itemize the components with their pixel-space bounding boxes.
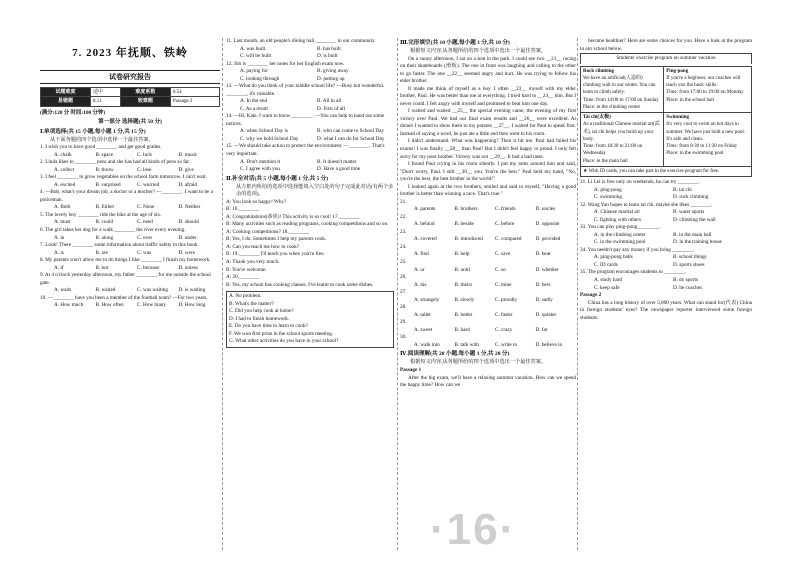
instruction: 从方框内所给的选项中选择能填入空白处的句子完成此对话(有两个多余的选项)。 <box>236 183 394 198</box>
option: B. are <box>95 249 108 256</box>
option: A. or <box>414 266 425 273</box>
option: A. must <box>54 219 71 226</box>
option: A. Don't mention it <box>240 158 281 165</box>
question-item <box>40 144 220 159</box>
program-line: Time: from 8:30 to 11:30 on Friday <box>666 144 738 150</box>
option: A. behind <box>414 221 435 228</box>
option: B. could <box>95 219 114 226</box>
question-stem: 9. At 4 o'clock yesterday afternoon, my father ________ for me outside the school gate. <box>40 272 211 286</box>
question-stem: 34. You needn't pay any money if you bring ________. <box>580 246 695 253</box>
question-item <box>226 38 394 61</box>
dialogue-line: A: Cooking competitions? 18.________ <box>226 228 310 235</box>
option: A. In the end <box>240 98 268 105</box>
program-line: Place: in the main hall <box>583 158 628 164</box>
question-item <box>580 179 752 202</box>
option: A. How much <box>54 302 84 309</box>
option: B. throw <box>95 166 114 173</box>
option: B. who can come to School Day <box>317 128 384 135</box>
option: C. proudly <box>495 296 518 303</box>
option: A. paying for <box>240 68 268 75</box>
program-line: Time: from 17:00 to 19:00 on Monday <box>666 90 744 96</box>
option: B. introduced <box>454 236 483 243</box>
box-option: F. We won first prize in the school sports meeting. <box>229 330 334 337</box>
question-options <box>40 250 220 258</box>
passage-paragraph: I looked again at the two brothers, smiled and said to myself, "Having a good brother is better than winning a race. That's true." <box>400 183 576 198</box>
question-stem: 30. <box>400 334 407 341</box>
option: B. hard <box>454 326 470 333</box>
question-item <box>400 319 576 334</box>
passage-paragraph: I found Paul crying in his room silently. I put my arms around him and said, "Don't worry, Paul. I still __30__ you. You're the best." Paul held my hand, "No, you're the best, the best brother in the world!" <box>400 161 576 183</box>
option: A. taller <box>414 311 431 318</box>
passage-text: After the big exam, we'll have a relaxing summer vacation. How can we spend the happy time? How can we <box>400 374 576 389</box>
option: D. unless <box>178 264 198 271</box>
program-line: Tai chi(太极) <box>583 115 611 121</box>
option: B. beside <box>454 221 474 228</box>
question-options <box>40 182 220 190</box>
program-title: Students' exercise program on summer vacation <box>580 53 752 64</box>
option: B. How often <box>95 302 124 309</box>
dialogue-line: B: Many activities such as reading programs, cooking competitions and so on. <box>226 221 389 228</box>
option: B. school things <box>673 254 707 261</box>
option: D. afraid <box>178 181 197 188</box>
option: A. is <box>54 249 64 256</box>
option: C. compared <box>495 236 522 243</box>
label: 难度系数 <box>120 88 170 97</box>
option: D. is waiting <box>178 287 206 294</box>
option: C. ID cards <box>594 261 618 268</box>
dialogue-line: B: 19.________ I'll teach you when you're free. <box>226 251 325 258</box>
option: C. swimming <box>594 194 622 201</box>
question-item <box>226 113 394 143</box>
question-item <box>226 143 394 173</box>
question-stem: 23. <box>400 228 407 235</box>
option: A. walk into <box>414 341 440 348</box>
report-banner: 试卷研究报告 <box>40 70 220 84</box>
option: A. parents <box>414 206 436 213</box>
question-item <box>40 295 220 310</box>
option: B. surprised <box>95 181 121 188</box>
question-item <box>580 224 752 247</box>
box-option: D. I had to finish homework. <box>229 315 290 322</box>
score-info: (满分:120 分 时间:100 分钟) <box>40 109 106 116</box>
option: D. be coaches <box>673 284 702 291</box>
program-line: Ping-pong <box>666 68 689 74</box>
question-stem: 10. —________ have you been a member of the football team? —For two years. <box>40 294 208 301</box>
column-4 <box>580 38 752 322</box>
question-stem: 26. <box>400 274 407 281</box>
question-options <box>40 287 220 295</box>
option: A. was built <box>240 45 266 52</box>
program-line: Time: from 18:30 to 21:00 on Wednesday <box>583 144 643 157</box>
option: C. need <box>137 219 153 226</box>
program-line: Place: in the swimming pool <box>666 151 724 157</box>
question-options <box>400 312 576 320</box>
option: A. covered <box>414 236 437 243</box>
question-item <box>580 247 752 270</box>
question-options <box>580 187 752 202</box>
label: 试题难度 <box>41 88 91 97</box>
question-stem: 5. The lovely boy ________ ride the bike at the age of six. <box>40 211 162 218</box>
option: C. was waiting <box>137 287 168 294</box>
question-options <box>400 267 576 275</box>
box-option: C. Did you help cook at home? <box>229 308 294 315</box>
page-title: 7. 2023 年抚顺、铁岭 <box>72 47 188 59</box>
box-option: E. Do you have time to learn to cook? <box>229 323 308 330</box>
option: C. why we hold School Day <box>240 135 299 142</box>
option: D. Neither <box>178 204 201 211</box>
option: A. strangely <box>414 296 440 303</box>
label: 较难题 <box>120 97 170 106</box>
option: D. How long <box>178 302 206 309</box>
question-stem: 13. —What do you think of your middle school life? —Busy but wonderful. ________, it's valuable. <box>226 83 385 97</box>
program-line: Swimming <box>666 115 690 121</box>
option: A. if <box>54 264 64 271</box>
dialogue-line: A: You look so happy! Why? <box>226 198 287 205</box>
option: C. mine <box>495 281 512 288</box>
column-3 <box>400 38 576 390</box>
option: B. in the main hall <box>673 231 712 238</box>
box-option: A. No problem. <box>229 293 262 300</box>
column-divider <box>222 38 223 550</box>
option: A. ping-pong <box>594 186 622 193</box>
option: C. looking through <box>240 75 280 82</box>
column-1 <box>40 38 220 310</box>
program-note: ★ With ID cards, you can take part in the exercise program for free. <box>581 166 752 176</box>
option: B. do sports <box>673 277 698 283</box>
question-item <box>40 272 220 295</box>
option: D. First of all <box>317 105 345 112</box>
option: D. putting up <box>317 75 345 82</box>
program-line: Rock climbing <box>583 68 614 74</box>
option: D. beat <box>535 251 551 258</box>
option: D. is built <box>317 53 338 60</box>
option: C. fighting with others <box>594 216 641 223</box>
program-line: If you're a beginner, our coaches will teach you the basic skills. <box>666 75 741 89</box>
value: 8,11 <box>90 97 120 106</box>
question-options <box>400 297 576 305</box>
question-stem: 4. —Bob, what's your dream job, a doctor or a teacher? —________. I want to be a policeman. <box>40 189 213 203</box>
column-2 <box>226 38 394 348</box>
option: A. when School Day is <box>240 128 288 135</box>
question-item <box>40 174 220 189</box>
dialogue-line: B: Yes, I do. Sometimes I help my parents cook. <box>226 236 327 243</box>
option: C. so <box>495 266 506 273</box>
question-item <box>40 189 220 212</box>
option: B. theirs <box>454 281 473 288</box>
question-options <box>580 254 752 269</box>
option: D. were <box>178 249 195 256</box>
option: D. opposite <box>535 221 560 228</box>
question-options <box>226 98 394 113</box>
option: D. music <box>178 151 198 158</box>
option: A. his <box>414 281 427 288</box>
question-stem: 29. <box>400 319 407 326</box>
question-item <box>226 61 394 84</box>
question-options <box>400 221 576 229</box>
passage-label: Passage 2 <box>580 292 602 299</box>
question-stem: 8. My parents won't allow me to do things I like ________ I finish my homework. <box>40 257 211 264</box>
option: A. in <box>54 234 65 241</box>
instruction: 根据短文内容,从各题所给的四个选项中选出一个最佳答案。 <box>410 359 547 366</box>
question-stem: 1. I wish you to have good ________ and get good grades. <box>40 144 162 151</box>
question-options <box>226 68 394 83</box>
question-stem: 25. <box>400 258 407 265</box>
option: C. None <box>137 204 155 211</box>
option: C. will be built <box>240 53 272 60</box>
option: C. in the swimming pool <box>594 239 646 246</box>
option: D. quieter <box>535 311 557 318</box>
option: D. whether <box>535 266 559 273</box>
question-stem: 33. You can play ping-pong ________. <box>580 224 661 231</box>
question-stem: 24. <box>400 243 407 250</box>
question-stem: 14. —Hi, Kate. I want to know ________. —You can help to hand out some notices. <box>226 113 385 127</box>
option: C. How many <box>137 302 166 309</box>
option: A. waits <box>54 287 72 294</box>
option: A. study hard <box>594 277 623 283</box>
option: A. ping-pong balls <box>594 254 633 261</box>
question-stem: 32. Wang Yan hopes to learn tai chi, maybe she likes ________. <box>580 201 713 208</box>
option: D. sadly <box>535 296 553 303</box>
option: A. sweet <box>414 326 433 333</box>
option: D. provided <box>535 236 561 243</box>
question-item <box>400 304 576 319</box>
option: D. what I can do for School Day <box>317 135 385 142</box>
program-cell <box>581 113 664 167</box>
question-options <box>40 219 220 227</box>
question-item <box>40 242 220 257</box>
option: D. sports shoes <box>673 261 705 268</box>
question-options <box>400 206 576 214</box>
page-number: ·16· <box>430 505 517 554</box>
instruction: 从下面各题的四个选项中选择一个最佳答案。 <box>50 136 154 143</box>
question-stem: 3. I feel ________ to grow vegetables on the school farm tomorrow. I can't wait. <box>40 174 207 181</box>
option: A. Chinese martial art <box>594 209 640 216</box>
option: B. until <box>454 266 471 273</box>
program-line: Place: in the school hall <box>666 97 715 103</box>
option: B. better <box>454 311 473 318</box>
question-item <box>580 202 752 225</box>
option: B. tai chi <box>673 186 692 193</box>
question-options <box>400 327 576 335</box>
option: D. believe in <box>535 341 563 348</box>
box-option: B. What's the matter? <box>229 300 274 307</box>
option: C. because <box>137 264 160 271</box>
option: D. give <box>178 166 194 173</box>
program-line: It's very cool to swim on hot days in summer. We have just built a new pool. It's safe and clean. <box>666 122 746 142</box>
question-item <box>400 199 576 214</box>
question-options <box>400 342 576 350</box>
question-item <box>580 269 752 292</box>
option: D. uncles <box>535 206 556 213</box>
dialogue-line: B: Yes, my school has cooking classes. I've learnt to cook some dishes. <box>226 281 374 288</box>
option: C. I agree with you <box>240 166 280 173</box>
dialogue-line: A: Can you teach me how to cook? <box>226 243 300 250</box>
passage-label: Passage 1 <box>400 367 422 373</box>
question-stem: 12. Jim is ________ her notes for her English exam now. <box>226 60 345 67</box>
question-options <box>40 302 220 310</box>
option: C. faster <box>495 311 513 318</box>
option: D. Have a good time <box>317 166 361 173</box>
cloze-passage <box>400 56 576 199</box>
difficulty-table <box>40 87 220 107</box>
question-item <box>400 289 576 304</box>
option: D. far <box>535 326 548 333</box>
option: C. before <box>495 221 515 228</box>
option: B. has built <box>317 45 341 52</box>
program-line: Place: in the climbing center <box>583 104 641 110</box>
section-heading: Ⅰ.单项选择(共 15 小题,每小题 1 分,共 15 分) <box>40 128 146 135</box>
option: C. worried <box>137 181 160 188</box>
option: D. in the training house <box>673 239 722 246</box>
option: B. but <box>95 264 109 271</box>
question-list <box>580 179 752 292</box>
column-divider <box>577 38 578 550</box>
part-heading: 第一部分 选择题(共 50 分) <box>98 119 162 126</box>
question-item <box>40 257 220 272</box>
dialogue-line: A: 20.________ <box>226 274 260 281</box>
option: D. rock climbing <box>673 194 709 201</box>
option: A. in the climbing center <box>594 231 646 238</box>
program-table <box>580 66 752 178</box>
value: Passage 3 <box>170 97 219 106</box>
option: C. friends <box>495 206 516 213</box>
question-stem: 22. <box>400 213 407 220</box>
option: A. find <box>414 251 429 258</box>
question-options <box>580 209 752 224</box>
instruction: 根据短文内容,从各题所给的四个选项中选出一个最佳答案。 <box>410 48 547 55</box>
option: B. along <box>95 234 114 241</box>
option: C. save <box>495 251 511 258</box>
option: C. over <box>137 234 153 241</box>
option: B. brothers <box>454 206 478 213</box>
option: A. excited <box>54 181 76 188</box>
question-options <box>400 282 576 290</box>
option: B. waited <box>95 287 116 294</box>
option: D. climbing the wall <box>673 216 716 223</box>
passage-paragraph: It made me think of myself as a boy. I often __23__ myself with my elder brother, Paul. He was better than me at everything. I tried hard to __24__ him. But I never could. I felt angry with myself and promised to beat him one day. <box>400 85 576 107</box>
question-options <box>40 204 220 212</box>
option: B. It doesn't matter <box>317 158 357 165</box>
question-list <box>40 144 220 310</box>
program-cell <box>664 66 752 113</box>
question-item <box>400 244 576 259</box>
option: B. giving away <box>317 68 349 75</box>
question-item <box>400 259 576 274</box>
question-item <box>40 212 220 227</box>
option: C. crazy <box>495 326 513 333</box>
passage-text: China has a long history of over 5,000 years. What can stand for(代表) China in foreign students' eyes? The newspaper reporter interviewed some foreign students. <box>580 299 752 321</box>
option: B. All in all <box>317 98 342 105</box>
option: B. help <box>454 251 470 258</box>
option: D. hers <box>535 281 551 288</box>
section-heading: Ⅲ.完形填空(共 10 小题,每小题 1 分,共 10 分) <box>400 40 510 46</box>
question-stem: 6. The girl takes her dog for a walk ________ the river every evening. <box>40 227 186 233</box>
value: 适中 <box>90 88 120 97</box>
option: B. water sports <box>673 209 705 216</box>
option: C. keep safe <box>594 284 620 291</box>
question-list <box>400 199 576 350</box>
question-item <box>400 274 576 289</box>
question-stem: 27. <box>400 289 407 296</box>
question-options <box>226 159 394 174</box>
option: C. was <box>137 249 152 256</box>
section-heading: Ⅱ.补全对话(共 5 小题,每小题 1 分,共 5 分) <box>226 175 329 182</box>
question-stem: 35. The program encourages students to ________. <box>580 269 687 276</box>
option: B. space <box>95 151 114 158</box>
program-line: We have an artificial(人造的) climbing wall in our center. You can learn to climb safely. <box>583 75 656 96</box>
question-item <box>40 159 220 174</box>
question-stem: 2. Linda likes to ________ pens and she has had all kinds of pens so far. <box>40 159 190 166</box>
question-item <box>400 334 576 349</box>
options-box <box>226 291 394 348</box>
question-stem: 15. —We should take action to protect the environment. —________. That's very important. <box>226 143 385 157</box>
question-options <box>226 128 394 143</box>
dialogue-line: B: You're welcome. <box>226 266 267 273</box>
question-options <box>580 232 752 247</box>
question-stem: 21. <box>400 198 407 205</box>
question-list <box>226 38 394 174</box>
question-options <box>400 251 576 259</box>
option: C. As a result <box>240 105 268 112</box>
question-item <box>400 229 576 244</box>
column-divider <box>397 38 398 550</box>
option: B. slowly <box>454 296 475 303</box>
option: C. lose <box>137 166 152 173</box>
label: 易错题 <box>41 97 91 106</box>
question-options <box>580 277 752 292</box>
dialogue-line: A: Thank you very much. <box>226 258 280 265</box>
option: C. write to <box>495 341 518 348</box>
option: D. should <box>178 219 199 226</box>
box-option: G. What other activities do you have in your school? <box>229 338 339 345</box>
question-options <box>400 236 576 244</box>
program-cell <box>581 66 664 113</box>
section-heading: Ⅳ.阅读理解(共 20 小题,每小题 1 分,共 20 分) <box>400 351 510 358</box>
value: 0.54 <box>170 88 219 97</box>
option: A. collect <box>54 166 75 173</box>
passage-paragraph: I didn't understand. What was happening? Then it hit me. Paul had failed his exams! I was finally __28__ than Paul! But I didn't feel happy or proud. I only felt sorry for my poor brother. Victory was not __29__. It had a bad taste. <box>400 138 576 160</box>
question-stem: 28. <box>400 304 407 311</box>
passage-paragraph: On a sunny afternoon, I sat on a seat in the park. I could see two __21__ racing on their skateboards (滑板). The one in front was laughing and calling to the other to go faster. The one __22__ seemed angry and hurt. He was trying to follow his elder brother. <box>400 55 576 85</box>
question-options <box>226 46 394 61</box>
program-line: Time: from 14:00 to 17:00 on Sunday <box>583 97 659 103</box>
option: C. luck <box>137 151 152 158</box>
question-options <box>40 235 220 243</box>
option: D. under <box>178 234 197 241</box>
program-cell <box>664 113 752 167</box>
dialogue-line: B: 16.________ <box>226 206 260 213</box>
option: B. talk with <box>454 341 479 348</box>
question-stem: 31. Li Lei is free only on weekends, he can try ________. <box>580 179 700 186</box>
dialogue <box>226 199 394 289</box>
option: B. Either <box>95 204 115 211</box>
question-stem: 11. Last month, an old people's dining hall ________ in our community. <box>226 38 376 44</box>
dialogue-line: A: Congratulations(恭喜)! This activity is so cool! 17.________ <box>226 213 360 220</box>
passage-paragraph: I waited and waited __25__ the special evening came, the evening of my first victory over Paul. We had our final exam results and __26__ were excellent. At dinner I wanted to show them to my parents __27__. I waited for Paul to speak first. Instead of saying a word, he just ate a little and then went to his room. <box>400 108 576 137</box>
question-item <box>400 214 576 229</box>
question-item <box>226 83 394 113</box>
passage-text: become healthier? Here are some choices for you. Have a look at the program in our school below. <box>580 38 752 52</box>
question-item <box>40 227 220 242</box>
option: A. chalk <box>54 151 72 158</box>
option: A. Both <box>54 204 71 211</box>
question-stem: 7. Look! There ________ some information about traffic safety in this book. <box>40 242 199 249</box>
program-line: As a traditional Chinese martial art(武术), tai chi helps you build up your body. <box>583 122 660 142</box>
